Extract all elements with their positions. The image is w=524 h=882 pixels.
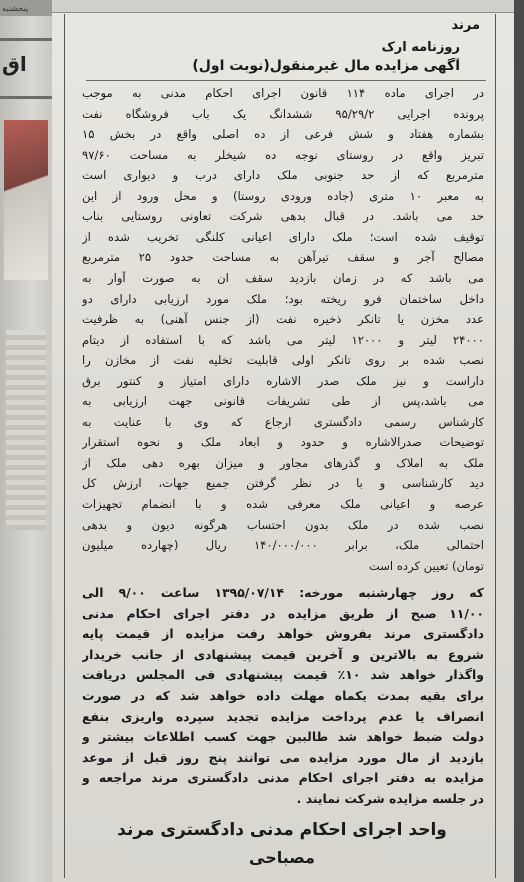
newspaper-page bbox=[52, 0, 514, 882]
ad-title: آگهی مزایده مال غیرمنقول(نوبت اول) bbox=[192, 58, 460, 74]
ad-body-line: واگذار خواهد شد ۱۰٪ قیمت پیشنهادی فی المجلس دریافت bbox=[82, 667, 484, 683]
ad-body-line: داراست و نیز ملک صدر الاشاره دارای امتیاز و کنتور برق bbox=[82, 373, 484, 388]
adjacent-text-block bbox=[6, 330, 46, 530]
ad-body-line: برای بقیه بمدت یکماه مهلت داده خواهد شد که در صورت bbox=[82, 687, 484, 703]
ad-body-line: می باشد،پس از طی تشریفات قانونی جهت ارزیابی به bbox=[82, 394, 484, 409]
adjacent-header-text: پنجشنبه bbox=[2, 4, 29, 13]
ad-body-line: دید کارشناسی و با در نظر گرفتن جمیع جهات، ارزش کل bbox=[82, 476, 484, 491]
ad-body-line: انصراف یا عدم پرداخت مزایده تجدید سپرده واریزی بنفع bbox=[82, 708, 484, 724]
ad-body-line: در اجرای ماده ۱۱۴ قانون اجرای احکام مدنی به موجب bbox=[82, 86, 484, 100]
newspaper-name: روزنامه ارک bbox=[381, 40, 460, 55]
page-top-strip bbox=[52, 0, 514, 13]
adjacent-rule bbox=[0, 38, 52, 41]
ad-body-line: داخل ساختمان فرو ریخته بود؛ ملک مورد ارزیابی دارای دو bbox=[82, 291, 484, 306]
ad-body-line: توقیف شده است؛ ملک دارای اعیانی کلنگی تخریب شده از bbox=[82, 229, 484, 244]
issuer-unit: واحد اجرای احکام مدنی دادگستری مرند bbox=[117, 820, 447, 840]
ad-body-line: مزایده به دفتر اجرای احکام مدنی دادگستری مرند مراجعه و bbox=[82, 770, 484, 786]
ad-body-line: بازدید از مال مورد مزایده می توانند پنج روز قبل از موعد bbox=[82, 749, 484, 765]
ad-body-line: عرصه و اعیانی ملک معرفی شده و با انضمام تجهیزات bbox=[82, 497, 484, 511]
adjacent-rule bbox=[0, 96, 52, 99]
ad-body-line: عدد مخزن یا تانکر ذخیره نفت (از جنس آهنی) به ظرفیت bbox=[82, 312, 484, 327]
ad-body-line: مترمربع که از حد جنوبی ملک دارای درب و دیواری است bbox=[82, 168, 484, 183]
ad-body-line: دولت ضبط خواهد شد طالبین جهت کسب اطلاعات بیشتر و bbox=[82, 729, 484, 745]
ad-body-line: شروع به بالاترین و آخرین قیمت پیشنهادی از جانب خریدار bbox=[82, 646, 484, 662]
ad-body-line: به معبر ۱۰ متری (جاده ورودی روستا) و محل ورود از این bbox=[82, 188, 484, 203]
ad-body-line: دادگستری مرند بفروش خواهد رفت مزایده از قیمت پایه bbox=[82, 626, 484, 642]
ad-body-line: ۲۴۰۰۰ لیتر و ۱۲۰۰۰ لیتر می باشد که با استفاده از دیتام bbox=[82, 332, 484, 347]
title-rule bbox=[86, 80, 486, 81]
adjacent-headline-fragment: اق bbox=[2, 52, 27, 76]
ad-body-line: ۱۱/۰۰ صبح از طریق مزایده در دفتر اجرای احکام مدنی bbox=[82, 605, 484, 621]
ad-body-line: ملک به املاک و گذرهای مجاور و میزان بهره دهی ملک از bbox=[82, 455, 484, 470]
adjacent-header-strip bbox=[0, 0, 52, 16]
ad-body-line: توضیحات صدرالاشاره و حدود و ابعاد ملک و نحوه استقرار bbox=[82, 435, 484, 450]
ad-body-line: تبریز واقع در روستای نوجه ده شیخلر به مساحت ۹۷/۶۰ bbox=[82, 147, 484, 162]
ad-body-line: احتمالی ملک، برابر ۱۴۰/۰۰۰/۰۰۰ ریال (چهارده میلیون bbox=[82, 538, 484, 553]
ad-body-line: نصب شده بر روی تانکر اولی قابلیت تخلیه نفت از مخازن را bbox=[82, 353, 484, 368]
ad-body-line: تومان) تعیین کرده است bbox=[368, 558, 484, 573]
ad-body-line: می باشد که در زمان بازدید سقف ان به صورت آوار به bbox=[82, 270, 484, 285]
issuer-name: مصباحی bbox=[249, 848, 315, 867]
ad-body-line: که روز چهارشنبه مورخه: ۱۳۹۵/۰۷/۱۴ ساعت ۹/۰۰ الی bbox=[82, 585, 484, 601]
ad-body-line: حد می باشد. در قبال بدهی شرکت تعاونی روستایی بناب bbox=[82, 209, 484, 224]
ad-body-line: در جلسه مزایده شرکت نمایند . bbox=[296, 790, 484, 806]
ad-body-line: نصب شده در ملک بدون احتساب هرگونه دیون و بدهی bbox=[82, 517, 484, 532]
adjacent-newspaper-column bbox=[0, 0, 52, 882]
city-label: مرند bbox=[451, 18, 480, 33]
ad-body-line: پرونده اجرایی ۹۵/۲۹/۲ ششدانگ یک باب فروشگاه نفت bbox=[82, 106, 484, 121]
ad-body-line: بشماره هفتاد و شش فرعی از ده اصلی واقع در بخش ۱۵ bbox=[82, 127, 484, 142]
adjacent-photo bbox=[4, 120, 48, 280]
ad-body-line: مصالح آجر و سقف تیرآهن به مساحت حدود ۲۵ مترمربع bbox=[82, 250, 484, 265]
ad-body-line: کارشناس رسمی دادگستری ارجاع که وی با عنایت به bbox=[82, 414, 484, 429]
